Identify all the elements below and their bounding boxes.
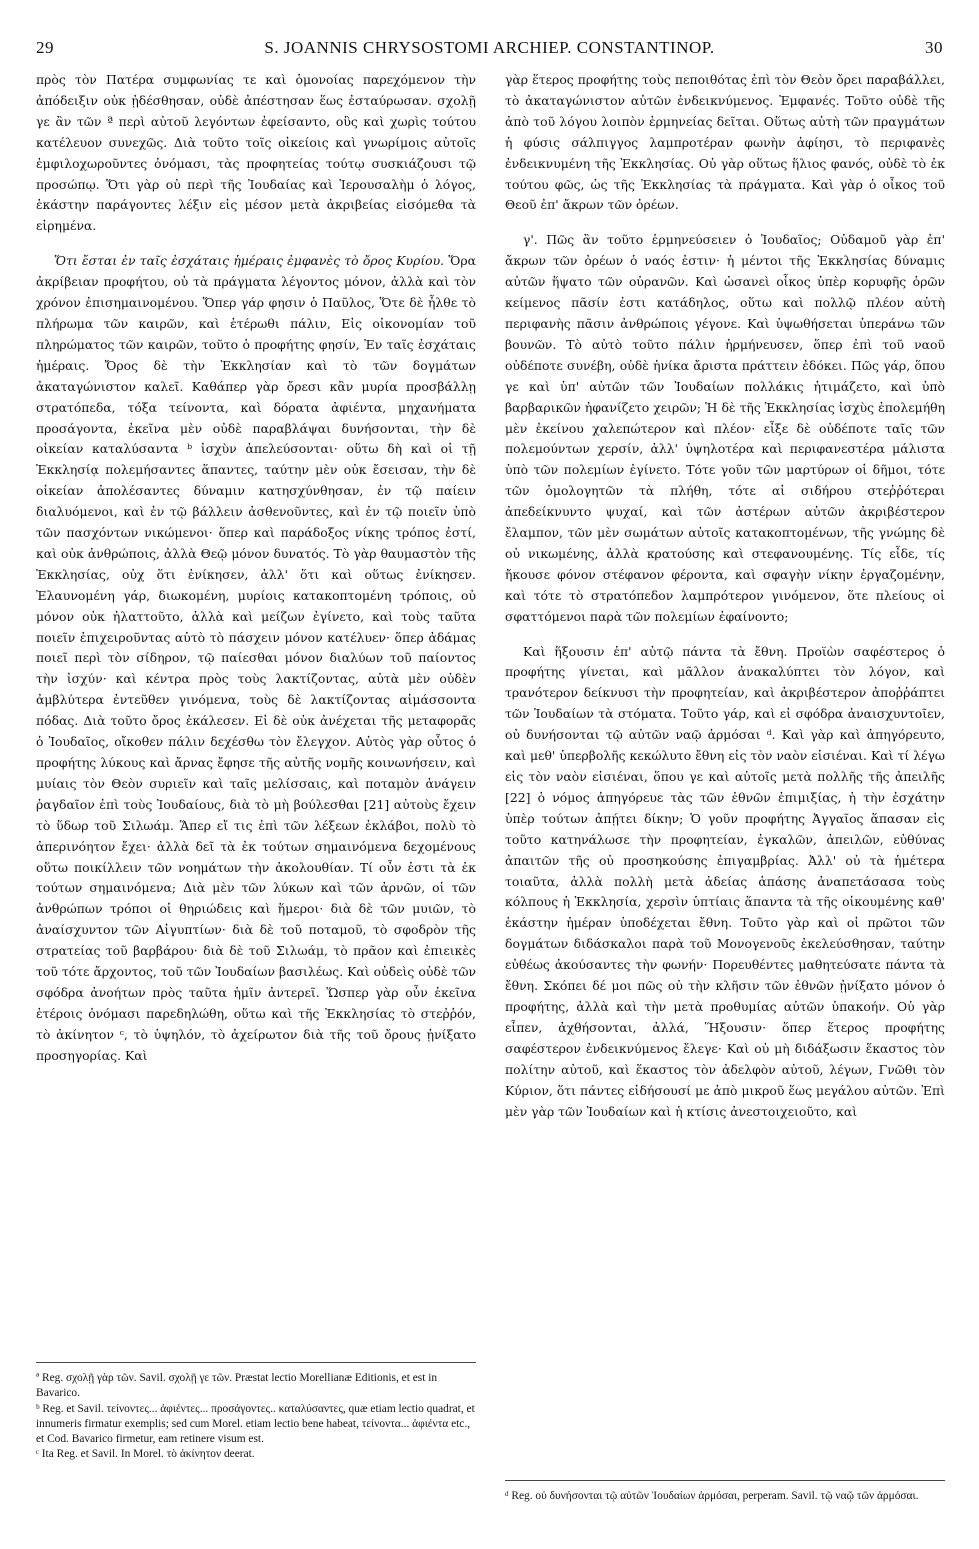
running-header <box>36 38 943 62</box>
right-column <box>505 70 945 1122</box>
footnote-a: ª Reg. σχολῇ γὰρ τῶν. Savil. σχολῇ γε τῶν. Præstat lectio Morellianæ Editionis, et est in Bavarico. <box>36 1372 438 1400</box>
right-paragraph-1: γὰρ ἕτερος προφήτης τοὺς πεποιθότας ἐπὶ τὸν Θεὸν ὄρει παραβάλλει, τὸ ἀκαταγώνιστον αὐτῶν ἐνδεικνύμενος. Ἐμφανές. Τοῦτο οὐδὲ τῆς ἀπὸ τοῦ λόγου λοιπὸν ἑρμηνείας δεῖται. Οὕτως αὐτὴ τῶν πραγμάτων ἡ φύσις σάλπιγγος λαμπροτέραν φωνὴν ἀφίησι, τὸ περιφανὲς ἐνδεικνυμένη τῆς Ἐκκλησίας. Οὐ γὰρ οὕτως ἥλιος φανός, οὐδὲ τὸ ἐκ τούτου φῶς, ὡς τῆς Ἐκκλησίας τὰ πράγματα. Καὶ γὰρ ὁ οἶκος τοῦ Θεοῦ ἐπ' ἄκρων τῶν ὀρέων. <box>505 72 945 213</box>
left-paragraph-2 <box>36 251 476 1066</box>
right-paragraph-3: Καὶ ἥξουσιν ἐπ' αὐτῷ πάντα τὰ ἔθνη. Προϊὼν σαφέστερος ὁ προφήτης γίνεται, καὶ μᾶλλον ἀνακαλύπτει τὸν λόγον, καὶ τρανότερον δείκνυσι τὴν προφητείαν, καὶ ἀκριβέστερον ἀποῤῥάπτει τῶν Ἰουδαίων τὰ στόματα. Τοῦτο γάρ, καὶ εἰ σφόδρα ἀναισχυντοῖεν, οὐ δυνήσονται τῷ αὐτῶν ναῷ ἁρμόσαι ᵈ. Καὶ γὰρ καὶ ἀπηγόρευτο, καὶ μεθ' ὑπερβολῆς κεκώλυτο ἔθνη εἰς τὸν ναὸν εἰσιέναι. Καὶ τί λέγω εἰς τὸν ναὸν εἰσιέναι, ὅπου γε καὶ αὐτοῖς μετὰ πολλῆς τῆς ἀπειλῆς [22] ὁ νόμος ἀπηγόρευε τὰς τῶν ἐθνῶν ἐπιμιξίας, ἡ τὴν ἐσχάτην ὑπὲρ τούτων ἀπῄτει δίκην; Ὁ γοῦν προφήτης Ἀγγαῖος ἅπασαν εἰς τοῦτο κατηνάλωσε τὴν προφητείαν, ἐγκαλῶν, ἀπειλῶν, εὐθύνας ἀπαιτῶν τῆς οὐ προσηκούσης ἐπιγαμβρίας. Ἀλλ' οὐ τὰ ἡμέτερα τοιαῦτα, ἀλλὰ πολλὴ μετὰ ἀδείας ἁπάσης ἀναπετάσασα τοὺς κόλπους ἡ Ἐκκλησία, χερσὶν ὑπτίαις ἅπαντα τὰ τῆς οἰκουμένης καθ' ἑκάστην ἡμέραν ὑποδέχεται ἔθνη. Τοῦτο γὰρ καὶ οἱ πρῶτοι τῶν δογμάτων διδάσκαλοι παρὰ τοῦ Μονογενοῦς ἐκελεύσθησαν, ταύτην εὐθέως ἀκούσαντες τὴν φωνήν· Πορευθέντες μαθητεύσατε πάντα τὰ ἔθνη. Σκόπει δέ μοι πῶς οὐ τὴν κλῆσιν τῶν ἐθνῶν ᾐνίξατο μόνον ὁ προφήτης, ἀλλὰ καὶ τὴν μετὰ προθυμίας αὐτῶν ὑπακοήν. Οὐ γὰρ εἶπεν, ἀχθήσονται, ἀλλά, Ἥξουσιν· ὅπερ ἕτερος προφήτης σαφέστερον ἐνδεικνύμενος ἔλεγε· Καὶ οὐ μὴ διδάξωσιν ἕκαστος τὸν πολίτην αὐτοῦ, καὶ ἕκαστος τὸν ἀδελφὸν αὐτοῦ, λέγων, Γνῶθι τὸν Κύριον, ὅτι πάντες εἰδήσουσί με ἀπὸ μικροῦ ἕως μεγάλου αὐτῶν. Ἐπὶ μὲν γὰρ τῶν Ἰουδαίων καὶ ἡ κτίσις ἀνεστοιχειοῦτο, καὶ <box>505 643 945 1119</box>
page-number-left: 29 <box>36 38 54 57</box>
footnote-b: ᵇ Reg. et Savil. τείνοντες... ἀφιέντες... προσάγοντες.. καταλύσαντες, quæ etiam lectio quadrat, et innumeris firmatur exemplis; sed cum Morel. etiam lectio bene habeat, τείνοντα... ἀφιέντα etc., et Cod. Bavarico firmetur, eam retinere visum est. <box>36 1402 475 1446</box>
page-number-right: 30 <box>925 38 943 57</box>
footnotes-right <box>505 1480 945 1504</box>
footnote-d: ᵈ Reg. οὐ δυνήσονται τῷ αὐτῶν Ἰουδαίων ἁρμόσαι, perperam. Savil. τῷ ναῷ τῶν ἀρμόσαι. <box>505 1490 919 1502</box>
left-lemma: Ὅτι ἔσται ἐν ταῖς ἐσχάταις ἡμέραις ἐμφανὲς τὸ ὄρος Κυρίου. <box>54 253 445 269</box>
left-paragraph-1: πρὸς τὸν Πατέρα συμφωνίας τε καὶ ὁμονοίας παρεχόμενον τὴν ἀπόδειξιν οὐκ ᾐδέσθησαν, οὐδὲ ἀπέστησαν ἕως ἐσταύρωσαν. σχολῇ γε ἂν τῶν ª περὶ αὐτοῦ λεγόντων ἐφείσαντο, οὓς καὶ χωρὶς τούτου κατέλευον συνεχῶς. Διὰ τοῦτο τοῖς οἰκείοις καὶ γνωρίμοις αὐτοῖς ἐμφιλοχωροῦντες ὀνόμασι, τὰς προφητείας τούτῳ συσκιάζουσι τῷ προσώπῳ. Ὅτι γὰρ οὐ περὶ τῆς Ἰουδαίας καὶ Ἱερουσαλὴμ ὁ λόγος, ἑκάστην παράγοντες λέξιν εἰς μέσον μετὰ ἀκριβείας εἰσόμεθα τὰ εἰρημένα. <box>36 72 476 234</box>
left-column <box>36 70 476 1067</box>
right-paragraph-2: γ'. Πῶς ἂν τοῦτο ἑρμηνεύσειεν ὁ Ἰουδαῖος; Οὐδαμοῦ γὰρ ἐπ' ἄκρων τῶν ὀρέων ὁ ναός ἐστιν· ἡ μέντοι τῆς Ἐκκλησίας δύναμις αὐτῶν ἥψατο τῶν οὐρανῶν. Καὶ ὡσανεὶ οἶκος ὑπὲρ κορυφῆς ὀρῶν κείμενος πᾶσίν ἐστι κατάδηλος, οὕτω καὶ πολλῷ πλέον αὐτὴ περιφανὴς πᾶσιν ἀνθρώποις γέγονε. Καὶ ὑψωθήσεται ὑπεράνω τῶν βουνῶν. Τὸ αὐτὸ τοῦτο πάλιν ἡρμήνευσεν, ὅπερ ἐπὶ τοῦ ναοῦ οὐδέποτε συνέβη, οὐδὲ ἡνίκα ἄριστα πράττειν ἐδόκει. Πῶς γάρ, ὅπου γε καὶ ὑπ' αὐτῶν τῶν Ἰουδαίων πολλάκις ἠτιμάζετο, καὶ ὑπὸ βαρβαρικῶν ἠφανίζετο χειρῶν; Ἡ δὲ τῆς Ἐκκλησίας ἰσχὺς ἐπολεμήθη μὲν ἐκείνου χαλεπώτερον καὶ πλέον· εἶξε δὲ οὐδέποτε ταῖς τῶν πολεμούντων χερσίν, ἀλλ' ὑψηλοτέρα καὶ περιφανεστέρα μάλιστα ὑπὸ τῶν πολεμίων ἐγίνετο. Τότε γοῦν τῶν μαρτύρων οἱ δῆμοι, τότε τῶν ὁμολογητῶν τὰ πλήθη, τότε αἱ σιδήρου στεῤῥότεραι ἀπεδείκνυντο ψυχαί, καὶ τῶν ἀστέρων αὐτῶν ἀκριβέστερον ἔλαμπον, τῶν μὲν σωμάτων αὐτοῖς κατακοπτομένων, τῆς γνώμης δὲ οὐ νικωμένης, ἀλλὰ κρατούσης καὶ στεφανουμένης. Τίς εἶδε, τίς ἤκουσε φόνον στέφανον φέροντα, καὶ σφαγὴν νίκην ἐργαζομένην, καὶ τότε τὸ στρατόπεδον λαμπρότερον γινόμενον, ὅτε πλείους οἱ σφαττόμενοι παρὰ τῶν πολεμίων ἐφαίνοντο; <box>505 232 945 624</box>
footnote-c: ᶜ Ita Reg. et Savil. In Morel. τὸ ἀκίνητον deerat. <box>36 1448 255 1461</box>
running-title: S. JOANNIS CHRYSOSTOMI ARCHIEP. CONSTANTINOP. <box>264 38 715 57</box>
left-paragraph-2-text: Ὅρα ἀκρίβειαν προφήτου, οὐ τὰ πράγματα λέγοντος μόνον, ἀλλὰ καὶ τὸν χρόνον ἐπισημαινομένου. Ὅπερ γάρ φησιν ὁ Παῦλος, Ὅτε δὲ ἦλθε τὸ πλήρωμα τῶν καιρῶν, καὶ ἑτέρωθι πάλιν, Εἰς οἰκονομίαν τοῦ πληρώματος τῶν καιρῶν, τοῦτο ὁ προφήτης φησίν, Ἐν ταῖς ἐσχάταις ἡμέραις. Ὄρος δὲ τὴν Ἐκκλησίαν καὶ τὸ τῶν δογμάτων ἀκαταγώνιστον καλεῖ. Καθάπερ γὰρ ὄρεσι κἂν μυρία προσβάλλῃ στρατόπεδα, τόξα τείνοντα, καὶ δόρατα ἀφιέντα, μηχανήματα προσάγοντα, ἐκεῖνα μὲν οὐδὲ παραβλάψαι δυνήσονται, τὴν δὲ οἰκείαν καταλύσαντα ᵇ ἰσχὺν ἀπελεύσονται· οὕτω δὴ καὶ οἱ τῇ Ἐκκλησίᾳ πολεμήσαντες ἅπαντες, ταύτην μὲν οὐκ ἔσεισαν, τὴν δὲ οἰκείαν ἀπολέσαντες δύναμιν κατησχύνθησαν, ἐν τῷ παίειν διαλυόμενοι, καὶ ἐν τῷ βάλλειν ἀσθενοῦντες, καὶ ἐν τῷ ποιεῖν ὑπὸ τῶν πασχόντων νικώμενοι· ὅπερ καὶ παράδοξος νίκης τρόπος ἐστί, καὶ οὐκ ἀνθρώποις, ἀλλὰ Θεῷ μόνον δυνατός. Τὸ γὰρ θαυμαστὸν τῆς Ἐκκλησίας, οὐχ ὅτι ἐνίκησεν, ἀλλ' ὅτι καὶ οὕτως ἐνίκησεν. Ἐλαυνομένη γάρ, διωκομένη, μυρίοις κατακοπτομένη τρόποις, οὐ μόνον οὐκ ἠλαττοῦτο, ἀλλὰ καὶ μείζων ἐγίνετο, καὶ τοὺς ταῦτα ποιεῖν ἐπιχειροῦντας αὐτὸ τὸ πάσχειν μόνον κατέλυεν· ὅπερ ἀδάμας ποιεῖ περὶ τὸν σίδηρον, τῷ παίεσθαι μόνον διαλύων τοῦ παίοντος τὴν ἰσχύν· καὶ κέντρα πρὸς τοὺς λακτίζοντας, αὐτὰ μὲν οὐδὲν ἀμβλύτερα ἐντεῦθεν γινόμενα, τοὺς δὲ λακτίζοντας αἱμάσσοντα πόδας. Διὰ τοῦτο ὄρος ἐκάλεσεν. Εἰ δὲ οὐκ ἀνέχεται τῆς μεταφορᾶς ὁ Ἰουδαῖος, οἴκοθεν πάλιν δεχέσθω τὸν ἔλεγχον. Αὐτὸς γὰρ οὗτος ὁ προφήτης λύκους καὶ ἄρνας ἔφησε τῆς αὐτῆς νομῆς κοινωνήσειν, καὶ μυίαις τὸν Θεὸν συριεῖν καὶ ταῖς μελίσσαις, καὶ ποταμὸν ἀνάγειν ῥαγδαῖον ἐπὶ τοὺς Ἰουδαίους, διὰ τὸ μὴ βούλεσθαι [21] αὐτοὺς ἔχειν τὸ ὕδωρ τοῦ Σιλωάμ. Ἅπερ εἴ τις ἐπὶ τῶν λέξεων ἐκλάβοι, πολὺ τὸ ἀπερινόητον ἔχει· ἀλλὰ δεῖ τὰ ἐκ τούτων σημαινόμενα δεχομένους οὕτω ποικίλλειν τῶν νοημάτων τὴν ἀκολουθίαν. Τί οὖν ἐστι τὰ ἐκ τούτων σημαινόμενα; Διὰ μὲν τῶν λύκων καὶ τῶν ἀρνῶν, οἱ τῶν ἀνθρώπων τρόποι οἱ θηριώδεις καὶ ἥμεροι· διὰ δὲ τῶν μυιῶν, τὸ ἀναίσχυντον τῶν Αἰγυπτίων· διὰ δὲ τοῦ ποταμοῦ, τὸ σφοδρὸν τῆς στρατείας τοῦ βαρβάρου· διὰ δὲ τοῦ Σιλωάμ, τὸ πρᾶον καὶ ἐπιεικὲς τοῦ τότε ἄρχοντος, τοῦ τῶν Ἰουδαίων βασιλέως. Καὶ οὐδεὶς οὐδὲ τῶν σφόδρα ἀνοήτων πρὸς ταῦτα ἡμῖν ἀντερεῖ. Ὥσπερ γὰρ οὖν ἐκεῖνα ἑτέροις ὀνόμασι παρεδηλώθη, οὕτω καὶ τῆς Ἐκκλησίας τὸ στεῤῥόν, τὸ ἀκίνητον ᶜ, τὸ ὑψηλόν, τὸ ἀχείρωτον διὰ τῆς τοῦ ὄρους ᾐνίξατο προσηγορίας. Καὶ <box>36 253 476 1063</box>
footnotes-left <box>36 1362 476 1463</box>
